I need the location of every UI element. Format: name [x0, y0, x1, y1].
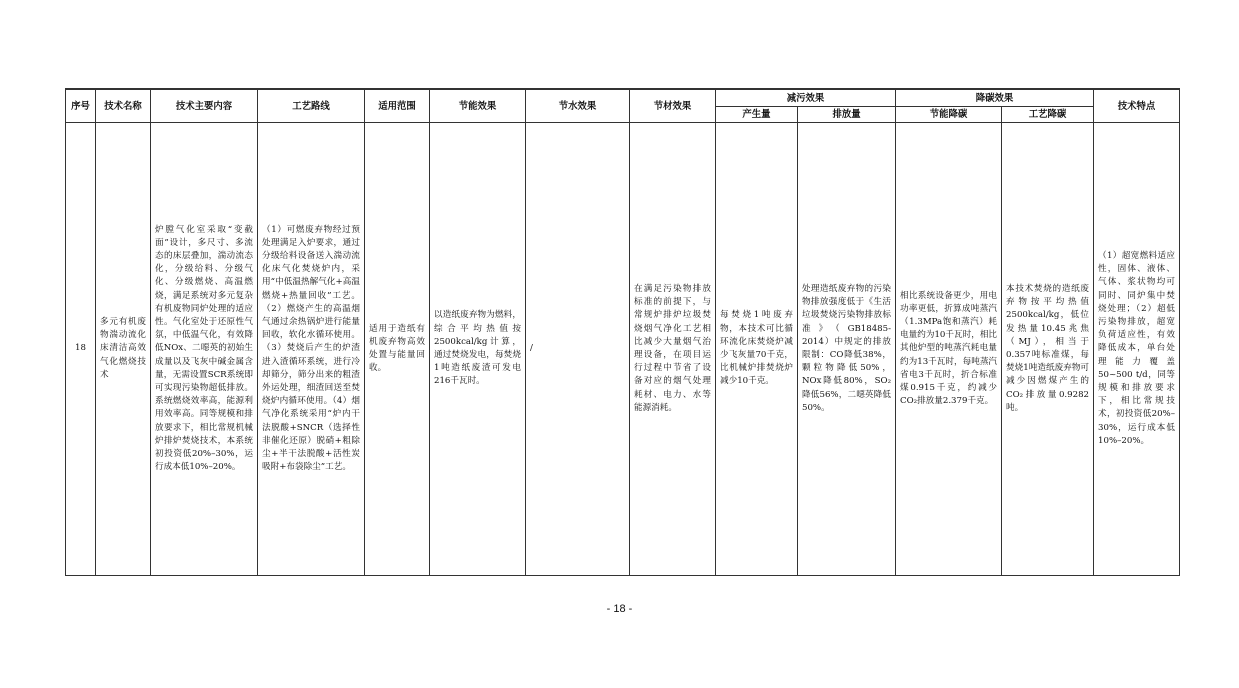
- header-pollution-produce: 产生量: [716, 107, 798, 123]
- page-number: - 18 -: [606, 603, 633, 615]
- header-pollution-emit: 排放量: [798, 107, 896, 123]
- cell-content: 炉膛气化室采取“变截面”设计，多尺寸、多流态的床层叠加，湍动流态化，分级给料、分级气化、分级燃烧、高温燃烧，满足系统对多元复杂有机废物同炉处理的适应性。气化室处于还原性气氛，中低温气化，有效降低NOx、二噁英的初始生成量以及飞灰中碱金属含量，无需设置SCR系统即可实现污染物超低排放。系统燃烧效率高，能源利用效率高。同等规模和排放要求下，相比常规机械炉排炉焚烧技术，本系统初投资低20%–30%，运行成本低10%–20%。: [151, 123, 258, 576]
- cell-carbon-energy: 相比系统设备更少，用电功率更低，折算成吨蒸汽（1.3MPa饱和蒸汽）耗电量约为10千瓦时，相比其他炉型的吨蒸汽耗电量约为13千瓦时，每吨蒸汽省电3千瓦时，折合标准煤0.915千克，约减少CO₂排放量2.379千克。: [896, 123, 1002, 576]
- technology-table: [65, 88, 1180, 576]
- cell-pollution-produce: 每焚烧1吨废弃物，本技术可比循环流化床焚烧炉减少飞灰量70千克，比机械炉排焚烧炉减少10千克。: [716, 123, 798, 576]
- header-material: 节材效果: [630, 89, 716, 123]
- cell-features: （1）超宽燃料适应性，固体、液体、气体、浆状物均可同时、同炉集中焚烧处理；（2）超低污染物排放，超宽负荷适应性，有效降低成本，单台处理能力覆盖50~500 t/d，同等规模和排放要求下，相比常规技术，初投资低20%–30%，运行成本低10%–20%。: [1094, 123, 1180, 576]
- cell-seq: 18: [66, 123, 96, 576]
- header-name: 技术名称: [96, 89, 151, 123]
- header-pollution-group: 减污效果: [716, 89, 896, 107]
- header-features: 技术特点: [1094, 89, 1180, 123]
- cell-energy: 以造纸废弃物为燃料，综合平均热值按2500kcal/kg计算，通过焚烧发电，每焚烧1吨造纸废渣可发电216千瓦时。: [430, 123, 526, 576]
- header-scope: 适用范围: [365, 89, 430, 123]
- table-row: [66, 123, 1180, 576]
- header-water: 节水效果: [526, 89, 630, 123]
- cell-water: /: [526, 123, 630, 576]
- header-content: 技术主要内容: [151, 89, 258, 123]
- cell-scope: 适用于造纸有机废弃物高效处置与能量回收。: [365, 123, 430, 576]
- cell-route: （1）可燃废弃物经过预处理满足入炉要求，通过分级给料设备送入湍动流化床气化焚烧炉内，采用“中低温热解气化+高温燃烧+热量回收”工艺。（2）燃烧产生的高温烟气通过余热锅炉进行能量回收，软化水循环使用。（3）焚烧后产生的炉渣进入渣循环系统，进行冷却筛分，筛分出来的粗渣外运处理，细渣回送至焚烧炉内循环使用。（4）烟气净化系统采用“炉内干法脱酸+SNCR（选择性非催化还原）脱硝+粗除尘+半干法脱酸+活性炭吸附+布袋除尘”工艺。: [258, 123, 365, 576]
- header-carbon-energy: 节能降碳: [896, 107, 1002, 123]
- header-energy: 节能效果: [430, 89, 526, 123]
- cell-pollution-emit: 处理造纸废弃物的污染物排放强度低于《生活垃圾焚烧污染物排放标准》（GB18485-2014）中规定的排放限制：CO降低38%，颗粒物降低50%，NOx降低80%，SO₂降低56%，二噁英降低50%。: [798, 123, 896, 576]
- header-seq: 序号: [66, 89, 96, 123]
- cell-carbon-process: 本技术焚烧的造纸废弃物按平均热值2500kcal/kg，低位发热量10.45兆焦（MJ），相当于0.357吨标准煤，每焚烧1吨造纸废弃物可减少因燃煤产生的CO₂排放量0.9282吨。: [1002, 123, 1094, 576]
- header-carbon-group: 降碳效果: [896, 89, 1094, 107]
- cell-material: 在满足污染物排放标准的前提下，与常规炉排炉垃圾焚烧烟气净化工艺相比减少大量烟气治理设备，在项目运行过程中节省了设备对应的烟气处理耗材、电力、水等能源消耗。: [630, 123, 716, 576]
- header-route: 工艺路线: [258, 89, 365, 123]
- cell-name: 多元有机废物湍动流化床清洁高效气化燃烧技术: [96, 123, 151, 576]
- header-carbon-process: 工艺降碳: [1002, 107, 1094, 123]
